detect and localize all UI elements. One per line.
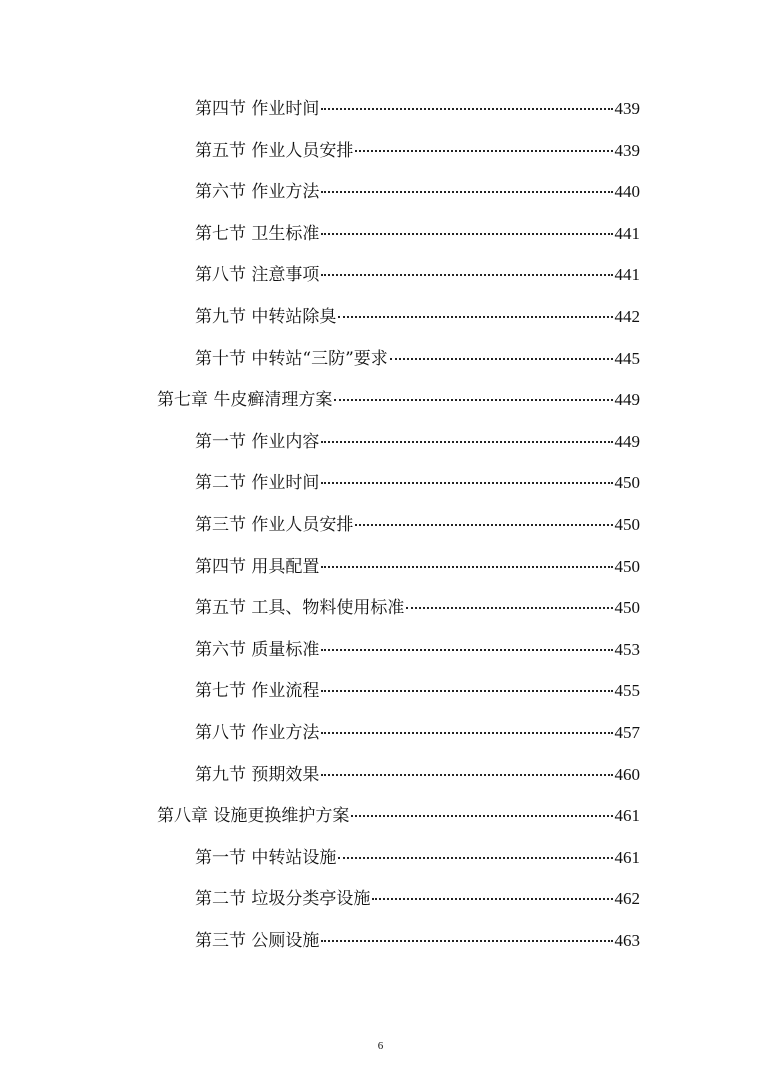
toc-chapter-entry[interactable] [157, 795, 640, 837]
toc-entry-title: 第七节 作业流程 [195, 681, 320, 702]
toc-section-entry[interactable] [195, 837, 640, 879]
toc-section-entry[interactable] [195, 88, 640, 130]
toc-entry-title: 第八节 作业方法 [195, 722, 320, 743]
toc-entry-title: 第七节 卫生标准 [195, 223, 320, 244]
toc-entry-title: 第九节 中转站除臭 [195, 306, 337, 327]
dot-leader [321, 462, 612, 484]
toc-entry-page-number: 450 [614, 598, 640, 618]
toc-entry-title: 第八章 设施更换维护方案 [157, 806, 350, 827]
toc-section-entry[interactable] [195, 296, 640, 338]
toc-entry-title: 第三节 公厕设施 [195, 930, 320, 951]
toc-section-entry[interactable] [195, 546, 640, 588]
dot-leader [351, 795, 612, 817]
dot-leader [321, 88, 612, 110]
toc-entry-title: 第五节 作业人员安排 [195, 140, 354, 161]
dot-leader [334, 379, 612, 401]
toc-entry-title: 第二节 垃圾分类亭设施 [195, 889, 371, 910]
toc-entry-title: 第一节 作业内容 [195, 431, 320, 452]
toc-entry-title: 第一节 中转站设施 [195, 847, 337, 868]
toc-entry-page-number: 461 [614, 806, 640, 826]
toc-entry-page-number: 450 [614, 514, 640, 534]
toc-entry-title: 第三节 作业人员安排 [195, 514, 354, 535]
toc-section-entry[interactable] [195, 462, 640, 504]
dot-leader [321, 171, 612, 193]
dot-leader [321, 919, 612, 941]
dot-leader [321, 670, 612, 692]
dot-leader [390, 337, 613, 359]
toc-entry-page-number: 441 [614, 223, 640, 243]
toc-entry-page-number: 442 [614, 306, 640, 326]
toc-section-entry[interactable] [195, 587, 640, 629]
toc-entry-page-number: 460 [614, 764, 640, 784]
toc-entry-page-number: 455 [614, 681, 640, 701]
toc-chapter-entry[interactable] [157, 379, 640, 421]
toc-entry-page-number: 439 [614, 140, 640, 160]
dot-leader [406, 587, 612, 609]
toc-entry-page-number: 453 [614, 639, 640, 659]
toc-entry-title: 第五节 工具、物料使用标准 [195, 598, 405, 619]
toc-entry-page-number: 457 [614, 722, 640, 742]
toc-entry-title: 第八节 注意事项 [195, 265, 320, 286]
toc-entry-title: 第七章 牛皮癣清理方案 [157, 390, 333, 411]
toc-section-entry[interactable] [195, 130, 640, 172]
toc-entry-page-number: 461 [614, 847, 640, 867]
toc-section-entry[interactable] [195, 920, 640, 962]
toc-entry-page-number: 441 [614, 265, 640, 285]
table-of-contents [0, 88, 761, 961]
dot-leader [338, 836, 612, 858]
toc-section-entry[interactable] [195, 213, 640, 255]
toc-section-entry[interactable] [195, 338, 640, 380]
toc-section-entry[interactable] [195, 629, 640, 671]
dot-leader [321, 753, 612, 775]
toc-section-entry[interactable] [195, 171, 640, 213]
dot-leader [321, 545, 612, 567]
toc-section-entry[interactable] [195, 754, 640, 796]
toc-entry-page-number: 439 [614, 99, 640, 118]
toc-entry-title: 第四节 用具配置 [195, 556, 320, 577]
toc-entry-page-number: 445 [614, 348, 640, 368]
page-number: 6 [377, 1040, 384, 1052]
dot-leader [321, 254, 612, 276]
dot-leader [355, 504, 612, 526]
dot-leader [321, 712, 612, 734]
toc-section-entry[interactable] [195, 254, 640, 296]
dot-leader [338, 296, 612, 318]
toc-entry-page-number: 462 [614, 889, 640, 909]
toc-entry-page-number: 450 [614, 556, 640, 576]
toc-section-entry[interactable] [195, 504, 640, 546]
toc-section-entry[interactable] [195, 670, 640, 712]
toc-entry-title: 第四节 作业时间 [195, 99, 320, 119]
toc-section-entry[interactable] [195, 712, 640, 754]
dot-leader [372, 878, 612, 900]
toc-section-entry[interactable] [195, 421, 640, 463]
toc-entry-page-number: 440 [614, 182, 640, 202]
toc-section-entry[interactable] [195, 878, 640, 920]
toc-entry-page-number: 450 [614, 473, 640, 493]
toc-entry-title: 第十节 中转站“三防”要求 [195, 348, 388, 369]
dot-leader [355, 129, 612, 151]
toc-entry-page-number: 449 [614, 431, 640, 451]
toc-entry-page-number: 449 [614, 390, 640, 410]
dot-leader [321, 420, 612, 442]
dot-leader [321, 628, 612, 650]
toc-entry-title: 第九节 预期效果 [195, 764, 320, 785]
toc-entry-page-number: 463 [614, 930, 640, 950]
toc-entry-title: 第二节 作业时间 [195, 473, 320, 494]
toc-entry-title: 第六节 质量标准 [195, 639, 320, 660]
dot-leader [321, 212, 612, 234]
toc-entry-title: 第六节 作业方法 [195, 182, 320, 203]
